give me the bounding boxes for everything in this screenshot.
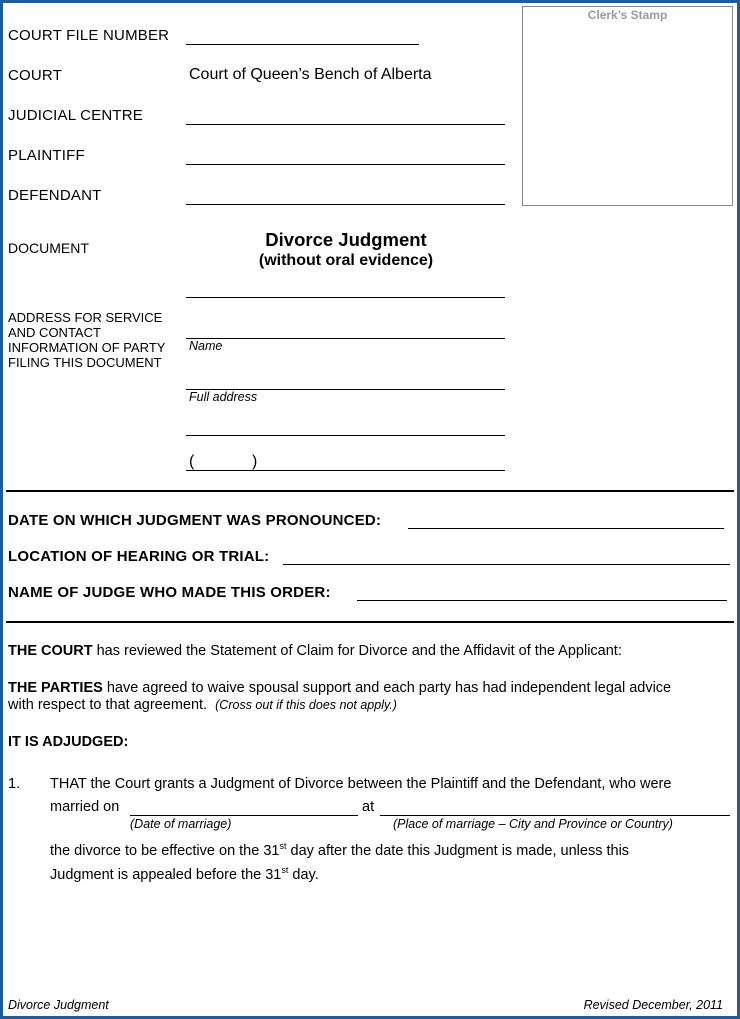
document-title: Divorce Judgment [265,229,427,250]
marriage-date-field[interactable] [130,815,358,816]
effective-sup: st [279,841,287,851]
footer-right: Revised December, 2011 [583,998,723,1012]
parties-note: (Cross out if this does not apply.) [215,698,397,712]
clerks-stamp-title: Clerk’s Stamp [587,8,668,22]
section-divider-1 [6,490,734,492]
court-file-number-label: COURT FILE NUMBER [8,27,170,44]
judge-field[interactable] [357,600,727,601]
effective-text-1: the divorce to be effective on the 31 [50,842,280,859]
phone-open-paren: ( [189,453,195,470]
court-paragraph [8,643,622,659]
marriage-place-field[interactable] [380,815,730,816]
adjudged-heading: IT IS ADJUDGED: [8,734,129,750]
address-label-3: INFORMATION OF PARTY [8,340,166,355]
parties-paragraph-2 [8,697,397,713]
phone-close-paren: ) [252,453,258,470]
court-value: Court of Queen’s Bench of Alberta [189,66,432,83]
location-label: LOCATION OF HEARING OR TRIAL: [8,548,270,565]
parties-paragraph [8,680,671,696]
effective-line [50,841,629,859]
appeal-text-1: Judgment is appealed before the 31 [50,866,282,883]
phone-field[interactable] [186,470,505,471]
at-label: at [362,799,375,815]
appeal-sup: st [281,865,289,875]
parties-lead: THE PARTIES [8,680,103,696]
court-lead: THE COURT [8,643,93,659]
document-label: DOCUMENT [8,240,89,256]
appeal-text-2: day. [288,866,319,883]
clerks-stamp-box [522,6,733,206]
location-field[interactable] [283,564,730,565]
document-line [186,297,505,298]
date-pronounced-field[interactable] [408,528,724,529]
plaintiff-label: PLAINTIFF [8,147,85,164]
judicial-centre-field[interactable] [186,124,505,125]
address-line-2[interactable] [186,435,505,436]
court-file-number-field[interactable] [186,44,419,45]
married-on-label: married on [50,799,120,815]
court-text: has reviewed the Statement of Claim for Divorce and the Affidavit of the Applicant: [92,643,622,659]
appeal-line [50,865,319,883]
name-field[interactable] [186,338,505,339]
section-divider-2 [6,621,734,623]
name-hint: Name [189,339,223,353]
parties-text-2: with respect to that agreement. [8,697,208,713]
plaintiff-field[interactable] [186,164,505,165]
full-address-hint: Full address [189,390,258,404]
judge-label: NAME OF JUDGE WHO MADE THIS ORDER: [8,584,331,601]
judicial-centre-label: JUDICIAL CENTRE [8,107,143,124]
address-label-1: ADDRESS FOR SERVICE [8,310,163,325]
marriage-place-hint: (Place of marriage – City and Province or Country) [393,817,673,831]
defendant-field[interactable] [186,204,505,205]
marriage-date-hint: (Date of marriage) [130,817,232,831]
footer-left: Divorce Judgment [8,998,109,1012]
defendant-label: DEFENDANT [8,187,102,204]
effective-text-2: day after the date this Judgment is made, unless this [286,842,630,859]
court-label: COURT [8,67,63,84]
address-label-4: FILING THIS DOCUMENT [8,355,162,370]
item-number: 1. [8,776,21,792]
parties-text: have agreed to waive spousal support and each party has had independent legal advice [102,680,672,696]
document-subtitle: (without oral evidence) [258,252,434,269]
address-label-2: AND CONTACT [8,325,101,340]
item-line-1: THAT the Court grants a Judgment of Divorce between the Plaintiff and the Defendant, who were [50,776,672,792]
date-pronounced-label: DATE ON WHICH JUDGMENT WAS PRONOUNCED: [8,512,382,529]
